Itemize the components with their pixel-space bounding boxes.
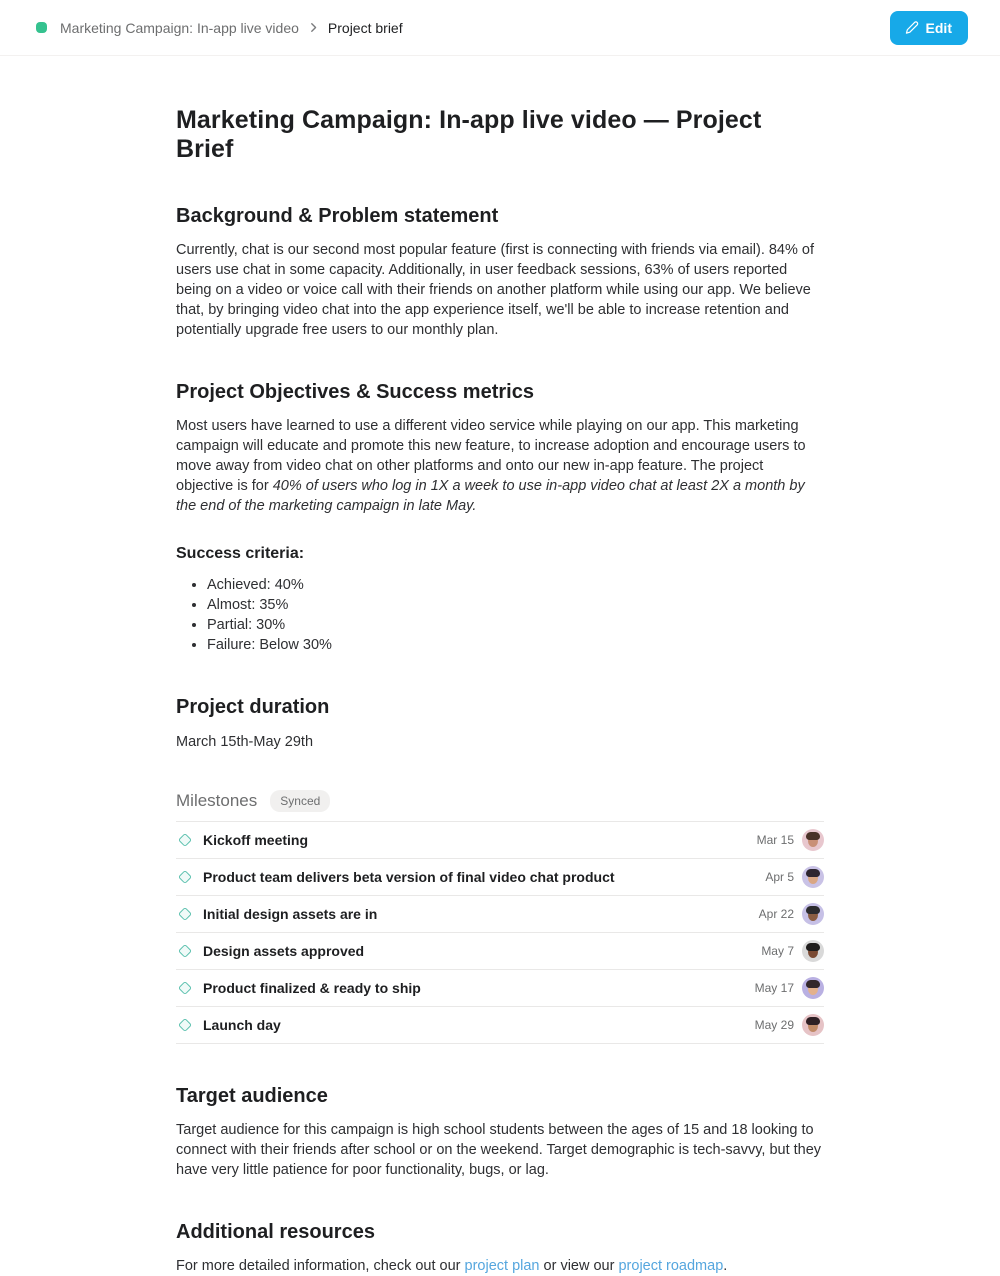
breadcrumb — [36, 20, 403, 36]
milestone-row-design-approved[interactable] — [176, 933, 824, 970]
milestone-row-launch-day[interactable] — [176, 1007, 824, 1044]
project-brief-document — [176, 106, 824, 1276]
list-item-achieved: • Achieved: 40% — [207, 575, 824, 595]
duration-text: March 15th-May 29th — [176, 734, 314, 750]
assignee-avatar — [802, 829, 824, 851]
project-plan-link[interactable]: project plan — [464, 1258, 540, 1274]
success-criteria-heading: Success criteria: — [176, 545, 305, 562]
objectives-goal-italic: 40% of users who log in 1X a week to use in-app video chat at least 2X a month by the end of the marketing campaign in late May. — [176, 478, 805, 514]
milestone-diamond-icon — [178, 981, 192, 995]
milestone-date: Mar 15 — [756, 833, 794, 847]
milestone-diamond-icon — [178, 833, 192, 847]
section-heading-resources: Additional resources — [176, 1221, 375, 1243]
milestone-label: Kickoff meeting — [203, 832, 309, 848]
breadcrumb-page: Project brief — [327, 19, 403, 36]
pencil-icon — [904, 20, 919, 35]
edit-button[interactable] — [890, 11, 968, 45]
assignee-avatar — [802, 903, 824, 925]
milestone-diamond-icon — [178, 907, 192, 921]
milestones-header — [176, 790, 824, 812]
synced-badge: Synced — [270, 790, 330, 812]
milestone-label: Initial design assets are in — [203, 906, 378, 922]
milestones-table — [176, 821, 824, 1044]
milestone-row-beta-version[interactable] — [176, 859, 824, 896]
milestone-label: Product finalized & ready to ship — [203, 980, 421, 996]
section-heading-background: Background & Problem statement — [176, 205, 499, 227]
milestone-date: May 7 — [761, 944, 794, 958]
resources-text-before: For more detailed information, check out our — [176, 1258, 465, 1274]
audience-paragraph: Target audience for this campaign is high school students between the ages of 15 and 18 looking to connect with their friends after school or on the weekend. Target demographic is tech-savvy, but they have very little patience for poor functionality, bugs, or lag. — [176, 1122, 822, 1178]
milestone-date: Apr 5 — [765, 870, 794, 884]
resources-text-after: . — [723, 1258, 728, 1274]
topbar — [0, 0, 1000, 56]
milestone-row-initial-design-assets[interactable] — [176, 896, 824, 933]
milestone-row-product-finalized[interactable] — [176, 970, 824, 1007]
milestone-date: May 17 — [754, 981, 794, 995]
assignee-avatar — [802, 866, 824, 888]
assignee-avatar — [802, 940, 824, 962]
edit-button-label: Edit — [925, 19, 952, 36]
breadcrumb-project[interactable]: Marketing Campaign: In-app live video — [60, 19, 299, 36]
milestone-label: Design assets approved — [203, 943, 365, 959]
milestones-heading: Milestones — [176, 791, 258, 810]
list-item-almost: • Almost: 35% — [207, 595, 824, 615]
milestone-diamond-icon — [178, 870, 192, 884]
resources-paragraph — [176, 1256, 824, 1276]
milestone-diamond-icon — [178, 944, 192, 958]
assignee-avatar — [802, 1014, 824, 1036]
milestone-label: Product team delivers beta version of final video chat product — [203, 869, 615, 885]
project-roadmap-link[interactable]: project roadmap — [618, 1258, 724, 1274]
section-heading-duration: Project duration — [176, 696, 330, 718]
objectives-paragraph — [176, 416, 824, 516]
section-heading-objectives: Project Objectives & Success metrics — [176, 381, 534, 403]
milestone-date: Apr 22 — [758, 907, 794, 921]
section-heading-audience: Target audience — [176, 1085, 328, 1107]
list-item-failure: • Failure: Below 30% — [207, 635, 824, 655]
chevron-right-icon — [308, 22, 319, 33]
background-paragraph: Currently, chat is our second most popular feature (first is connecting with friends via email). 84% of users use chat in some capacity. Additionally, in user feedback sessions, 63% of users reported being on a video or voice call with their friends on another platform while using our app. We believe that, by bringing video chat into the app experience itself, we'll be able to increase retention and potentially upgrade free users to our monthly plan. — [176, 242, 815, 338]
milestone-label: Launch day — [203, 1017, 281, 1033]
page-title: Marketing Campaign: In-app live video — Project Brief — [176, 106, 762, 163]
objectives-text: Most users have learned to use a different video service while playing on our app. This marketing campaign will educate and promote this new feature, to increase adoption and encourage users to move away from video chat on other platforms and onto our new in-app feature. The project objective is for — [176, 418, 806, 494]
resources-text-middle: or view our — [539, 1258, 619, 1274]
success-criteria-list — [176, 575, 824, 655]
milestone-date: May 29 — [754, 1018, 794, 1032]
project-status-dot — [36, 22, 47, 33]
milestone-diamond-icon — [178, 1018, 192, 1032]
milestone-row-kickoff[interactable] — [176, 822, 824, 859]
assignee-avatar — [802, 977, 824, 999]
list-item-partial: • Partial: 30% — [207, 615, 824, 635]
